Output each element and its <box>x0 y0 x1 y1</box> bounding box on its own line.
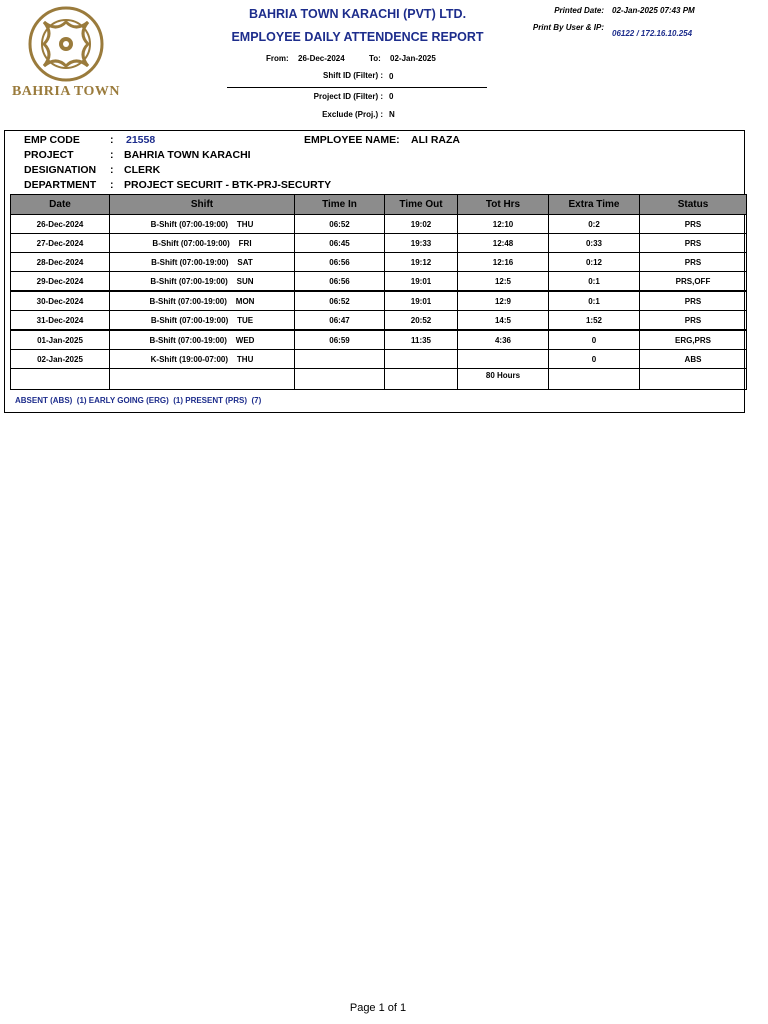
cell-shift: K-Shift (19:00-07:00) THU <box>110 350 295 369</box>
table-header-row <box>11 195 747 215</box>
cell-shift: B-Shift (07:00-19:00) MON <box>110 291 295 311</box>
cell-extra-time: 0:1 <box>549 272 640 292</box>
col-header-status: Status <box>640 195 747 215</box>
cell-time-out: 11:35 <box>385 330 458 350</box>
status-legend: ABSENT (ABS) (1) EARLY GOING (ERG) (1) PRESENT (PRS) (7) <box>15 396 262 405</box>
designation-label: DESIGNATION <box>24 164 97 176</box>
cell-time-in: 06:47 <box>295 311 385 331</box>
cell-date: 28-Dec-2024 <box>11 253 110 272</box>
cell-tot-hrs: 12:10 <box>458 215 549 234</box>
cell-status: PRS <box>640 253 747 272</box>
to-label: To: <box>369 54 381 63</box>
attendance-table <box>10 194 747 390</box>
cell-time-in: 06:52 <box>295 291 385 311</box>
cell-tot-hrs <box>458 350 549 369</box>
total-empty-cell <box>385 369 458 390</box>
cell-extra-time: 0:1 <box>549 291 640 311</box>
emp-code-value: 21558 <box>126 134 156 146</box>
company-title: BAHRIA TOWN KARACHI (PVT) LTD. <box>248 7 467 21</box>
cell-shift: B-Shift (07:00-19:00) WED <box>110 330 295 350</box>
project-colon: : <box>110 149 114 161</box>
cell-shift: B-Shift (07:00-19:00) THU <box>110 215 295 234</box>
total-empty-cell <box>295 369 385 390</box>
cell-date: 30-Dec-2024 <box>11 291 110 311</box>
cell-status: PRS <box>640 215 747 234</box>
col-header-tot-hrs: Tot Hrs <box>458 195 549 215</box>
cell-tot-hrs: 12:48 <box>458 234 549 253</box>
cell-status: ERG,PRS <box>640 330 747 350</box>
cell-extra-time: 0:12 <box>549 253 640 272</box>
cell-extra-time: 0:33 <box>549 234 640 253</box>
cell-time-in: 06:52 <box>295 215 385 234</box>
total-empty-cell <box>11 369 110 390</box>
table-total-row <box>11 369 747 390</box>
cell-time-out: 20:52 <box>385 311 458 331</box>
department-value: PROJECT SECURIT - BTK-PRJ-SECURTY <box>124 179 332 191</box>
cell-time-out <box>385 350 458 369</box>
table-row <box>11 350 747 369</box>
cell-status: PRS <box>640 234 747 253</box>
cell-status: PRS <box>640 311 747 331</box>
cell-shift: B-Shift (07:00-19:00) FRI <box>110 234 295 253</box>
from-value: 26-Dec-2024 <box>298 54 345 63</box>
project-value: BAHRIA TOWN KARACHI <box>124 149 251 161</box>
cell-status: PRS,OFF <box>640 272 747 292</box>
col-header-time-out: Time Out <box>385 195 458 215</box>
cell-shift: B-Shift (07:00-19:00) TUE <box>110 311 295 331</box>
employee-name-label: EMPLOYEE NAME: <box>304 134 400 146</box>
table-row <box>11 311 747 331</box>
total-hours: 80 Hours <box>458 369 549 390</box>
cell-tot-hrs: 14:5 <box>458 311 549 331</box>
print-by-label: Print By User & IP: <box>532 23 604 32</box>
cell-time-in: 06:56 <box>295 272 385 292</box>
cell-tot-hrs: 12:5 <box>458 272 549 292</box>
cell-time-in <box>295 350 385 369</box>
cell-tot-hrs: 12:16 <box>458 253 549 272</box>
cell-time-out: 19:01 <box>385 272 458 292</box>
cell-extra-time: 0:2 <box>549 215 640 234</box>
printed-date-value: 02-Jan-2025 07:43 PM <box>612 6 695 15</box>
cell-status: PRS <box>640 291 747 311</box>
cell-time-out: 19:12 <box>385 253 458 272</box>
project-id-label: Project ID (Filter) : <box>313 92 383 101</box>
department-colon: : <box>110 179 114 191</box>
shift-id-label: Shift ID (Filter) : <box>323 71 383 80</box>
emp-code-label: EMP CODE <box>24 134 80 146</box>
col-header-date: Date <box>11 195 110 215</box>
cell-date: 26-Dec-2024 <box>11 215 110 234</box>
to-value: 02-Jan-2025 <box>390 54 436 63</box>
logo-text: BAHRIA TOWN <box>11 84 121 99</box>
shift-id-value: 0 <box>389 72 394 81</box>
header-divider <box>227 87 487 88</box>
cell-time-in: 06:59 <box>295 330 385 350</box>
col-header-shift: Shift <box>110 195 295 215</box>
printed-date-label: Printed Date: <box>554 6 604 15</box>
exclude-label: Exclude (Proj.) : <box>322 110 383 119</box>
emp-code-colon: : <box>110 134 114 146</box>
cell-date: 01-Jan-2025 <box>11 330 110 350</box>
total-empty-cell <box>549 369 640 390</box>
project-id-value: 0 <box>389 92 394 101</box>
cell-extra-time: 1:52 <box>549 311 640 331</box>
table-row <box>11 234 747 253</box>
department-label: DEPARTMENT <box>24 179 97 191</box>
total-empty-cell <box>640 369 747 390</box>
project-label: PROJECT <box>24 149 74 161</box>
cell-tot-hrs: 4:36 <box>458 330 549 350</box>
print-by-value: 06122 / 172.16.10.254 <box>612 29 693 38</box>
exclude-value: N <box>389 110 395 119</box>
employee-name-value: ALI RAZA <box>411 134 460 146</box>
cell-time-out: 19:33 <box>385 234 458 253</box>
cell-status: ABS <box>640 350 747 369</box>
cell-time-out: 19:02 <box>385 215 458 234</box>
cell-date: 31-Dec-2024 <box>11 311 110 331</box>
col-header-extra-time: Extra Time <box>549 195 640 215</box>
cell-time-out: 19:01 <box>385 291 458 311</box>
from-label: From: <box>266 54 289 63</box>
cell-extra-time: 0 <box>549 330 640 350</box>
table-row <box>11 253 747 272</box>
cell-shift: B-Shift (07:00-19:00) SUN <box>110 272 295 292</box>
cell-date: 29-Dec-2024 <box>11 272 110 292</box>
table-row <box>11 215 747 234</box>
cell-extra-time: 0 <box>549 350 640 369</box>
cell-tot-hrs: 12:9 <box>458 291 549 311</box>
designation-colon: : <box>110 164 114 176</box>
report-title: EMPLOYEE DAILY ATTENDENCE REPORT <box>231 30 484 44</box>
cell-shift: B-Shift (07:00-19:00) SAT <box>110 253 295 272</box>
table-row <box>11 272 747 292</box>
cell-time-in: 06:56 <box>295 253 385 272</box>
table-row <box>11 330 747 350</box>
table-row <box>11 291 747 311</box>
designation-value: CLERK <box>124 164 161 176</box>
total-empty-cell <box>110 369 295 390</box>
page-number: Page 1 of 1 <box>349 1002 407 1014</box>
cell-time-in: 06:45 <box>295 234 385 253</box>
cell-date: 27-Dec-2024 <box>11 234 110 253</box>
col-header-time-in: Time In <box>295 195 385 215</box>
cell-date: 02-Jan-2025 <box>11 350 110 369</box>
